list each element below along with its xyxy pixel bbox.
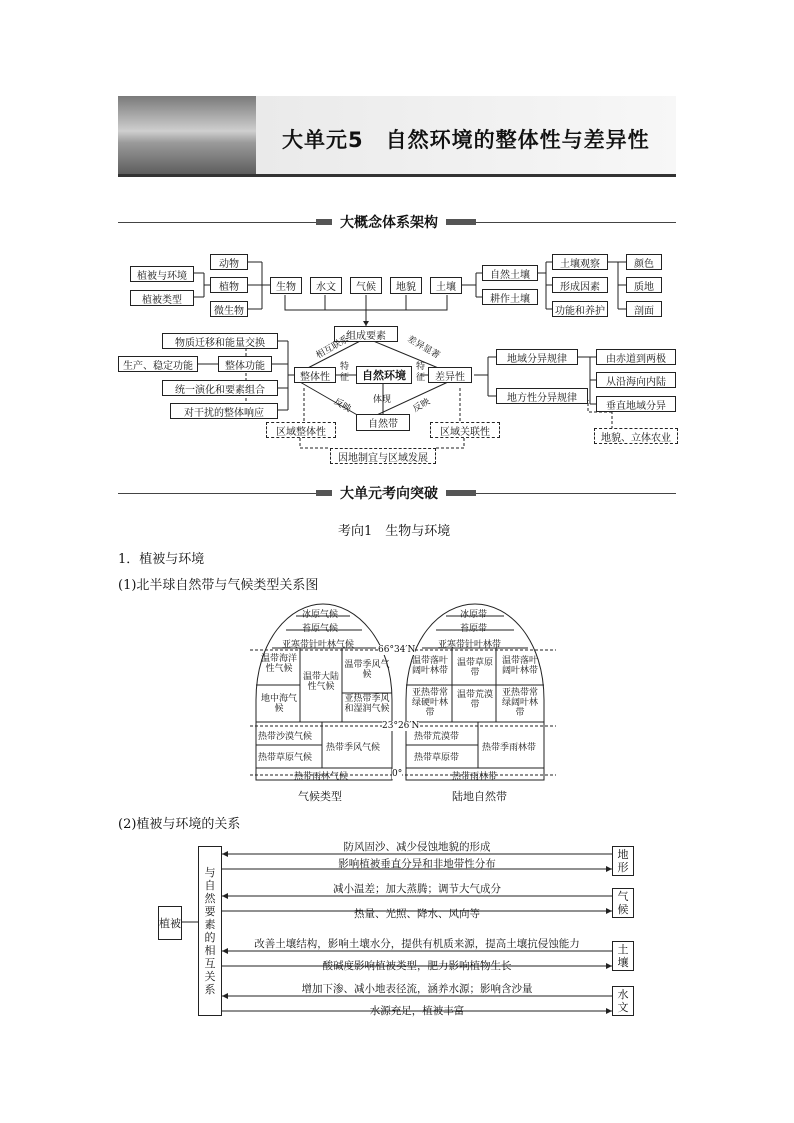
box-texture: 质地 <box>626 277 662 293</box>
label-diff-show: 差异显著 <box>405 334 442 362</box>
box-profile: 剖面 <box>626 301 662 317</box>
zone-cell-temp-forest-r: 温带落叶阔叶林带 <box>501 656 538 676</box>
label-feature-left: 特征 <box>340 362 350 383</box>
box-diversity: 差异性 <box>428 367 472 383</box>
relation-terrain-from: 影响植被垂直分异和非地带性分布 <box>338 858 496 870</box>
box-plant: 植物 <box>210 277 248 293</box>
label-interact: 相互联系 <box>314 334 351 362</box>
box-whole-function: 整体功能 <box>218 356 272 372</box>
box-production-function: 生产、稳定功能 <box>118 356 198 372</box>
label-reflect-right: 反映 <box>411 396 433 415</box>
sub-heading-1: (1)北半球自然带与气候类型关系图 <box>118 578 319 593</box>
box-farm-soil: 耕作土壤 <box>482 289 538 305</box>
box-region-link: 区域关联性 <box>430 422 500 438</box>
relation-soil-from: 酸碱度影响植被类型，肥力影响植物生长 <box>322 960 512 972</box>
climate-trop-desert: 热带沙漠气候 <box>258 732 313 742</box>
vegetation-box: 植被 <box>158 906 182 940</box>
box-natural-zone: 自然带 <box>356 414 410 431</box>
zone-caption: 陆地自然带 <box>452 790 507 803</box>
climate-trop-monsoon: 热带季风气候 <box>326 743 381 753</box>
box-color: 颜色 <box>626 254 662 270</box>
zone-row-2: 苔原带 <box>460 624 488 634</box>
element-terrain: 地形 <box>612 846 634 876</box>
label-reflect-left: 反映 <box>331 396 353 415</box>
box-material-exchange: 物质迁移和能量交换 <box>162 333 278 349</box>
box-coast-inland: 从沿海向内陆 <box>596 372 676 388</box>
sub-heading-2: (2)植被与环境的关系 <box>118 817 241 832</box>
box-region-whole: 区域整体性 <box>266 422 336 438</box>
climate-cell-continental: 温带大陆性气候 <box>302 672 339 692</box>
zone-row-1: 冰原带 <box>460 610 488 620</box>
label-feature-right: 特征 <box>416 362 426 383</box>
relation-terrain-to: 防风固沙、减少侵蚀地貌的形成 <box>343 841 491 853</box>
climate-cell-med: 地中海气候 <box>260 694 297 714</box>
zone-equator: 热带雨林带 <box>452 772 498 782</box>
topic-title: 考向1 生物与环境 <box>338 524 451 539</box>
lat-66: 66°34′N <box>378 645 416 655</box>
element-soil: 土壤 <box>612 941 634 971</box>
zone-cell-desert: 温带荒漠带 <box>456 690 493 710</box>
box-unified-evolution: 统一演化和要素组合 <box>162 380 278 396</box>
zone-trop-savanna: 热带草原带 <box>414 753 460 763</box>
relation-climate-to: 减小温差；加大蒸腾；调节大气成分 <box>333 883 501 895</box>
box-local-dev: 因地制宜与区域发展 <box>330 448 436 464</box>
climate-cell-monsoon: 温带季风气候 <box>344 660 390 680</box>
zone-cell-med-forest: 亚热带常绿硬叶林带 <box>411 688 448 718</box>
zone-cell-subtropic-forest: 亚热带常绿阔叶林带 <box>501 688 538 718</box>
zone-cell-temp-forest-l: 温带落叶阔叶林带 <box>411 656 448 676</box>
relation-center-box: 与自然要素的相互关系 <box>198 846 222 1016</box>
box-equator-poles: 由赤道到两极 <box>596 349 676 365</box>
box-vertical: 垂直地域分异 <box>596 396 676 412</box>
box-soil-factors: 形成因素 <box>552 277 608 293</box>
zone-cell-steppe: 温带草原带 <box>456 658 493 678</box>
box-veg-env: 植被与环境 <box>130 266 194 282</box>
page-title: 大单元5 自然环境的整体性与差异性 <box>282 128 650 152</box>
zone-trop-monsoon: 热带季雨林带 <box>482 743 537 753</box>
box-soil-observe: 土壤观察 <box>552 254 608 270</box>
box-disturbance-response: 对干扰的整体响应 <box>170 403 278 419</box>
box-microbe: 微生物 <box>210 301 248 317</box>
box-biology: 生物 <box>270 277 302 294</box>
section-heading-concept: 大概念体系架构 <box>332 212 446 232</box>
relation-climate-from: 热量、光照、降水、风向等 <box>354 908 480 920</box>
label-embody: 体现 <box>373 395 392 405</box>
box-holistic: 整体性 <box>294 367 336 383</box>
zone-row-3: 亚寒带针叶林带 <box>438 640 502 650</box>
climate-trop-savanna: 热带草原气候 <box>258 753 313 763</box>
climate-equator: 热带雨林气候 <box>294 772 349 782</box>
box-center: 自然环境 <box>356 366 412 384</box>
box-animal: 动物 <box>210 254 248 270</box>
relation-hydrology-from: 水源充足，植被丰富 <box>369 1005 465 1017</box>
box-soil-function: 功能和养护 <box>552 301 608 317</box>
box-zonal-law: 地域分异规律 <box>496 349 578 365</box>
element-hydrology: 水文 <box>612 986 634 1016</box>
box-climate: 气候 <box>350 277 382 294</box>
box-hydrology: 水文 <box>310 277 342 294</box>
climate-cell-subtropic: 亚热带季风和湿润气候 <box>344 694 390 714</box>
box-components: 组成要素 <box>334 326 398 342</box>
relation-soil-to: 改善土壤结构，影响土壤水分，提供有机质来源，提高土壤抗侵蚀能力 <box>254 938 580 950</box>
lat-23: 23°26′N <box>382 721 420 731</box>
climate-cell-oceanic: 温带海洋性气候 <box>260 654 297 674</box>
lat-0: 0° <box>392 769 403 779</box>
climate-caption: 气候类型 <box>298 790 342 803</box>
climate-row-1: 冰原气候 <box>302 610 339 620</box>
box-terrain-agri: 地貌、立体农业 <box>594 428 678 444</box>
item-heading: 1．植被与环境 <box>118 552 205 567</box>
box-soil: 土壤 <box>430 277 462 294</box>
box-landform: 地貌 <box>390 277 422 294</box>
zone-trop-desert: 热带荒漠带 <box>414 732 460 742</box>
box-natural-soil: 自然土壤 <box>482 265 538 281</box>
element-climate: 气候 <box>612 888 634 918</box>
box-veg-type: 植被类型 <box>130 290 194 306</box>
climate-row-2: 苔原气候 <box>302 624 339 634</box>
relation-hydrology-to: 增加下渗、减小地表径流，涵养水源；影响含沙量 <box>301 983 533 995</box>
section-heading-breakthrough: 大单元考向突破 <box>332 483 446 503</box>
climate-row-3: 亚寒带针叶林气候 <box>282 640 355 650</box>
box-local-law: 地方性分异规律 <box>496 388 588 404</box>
